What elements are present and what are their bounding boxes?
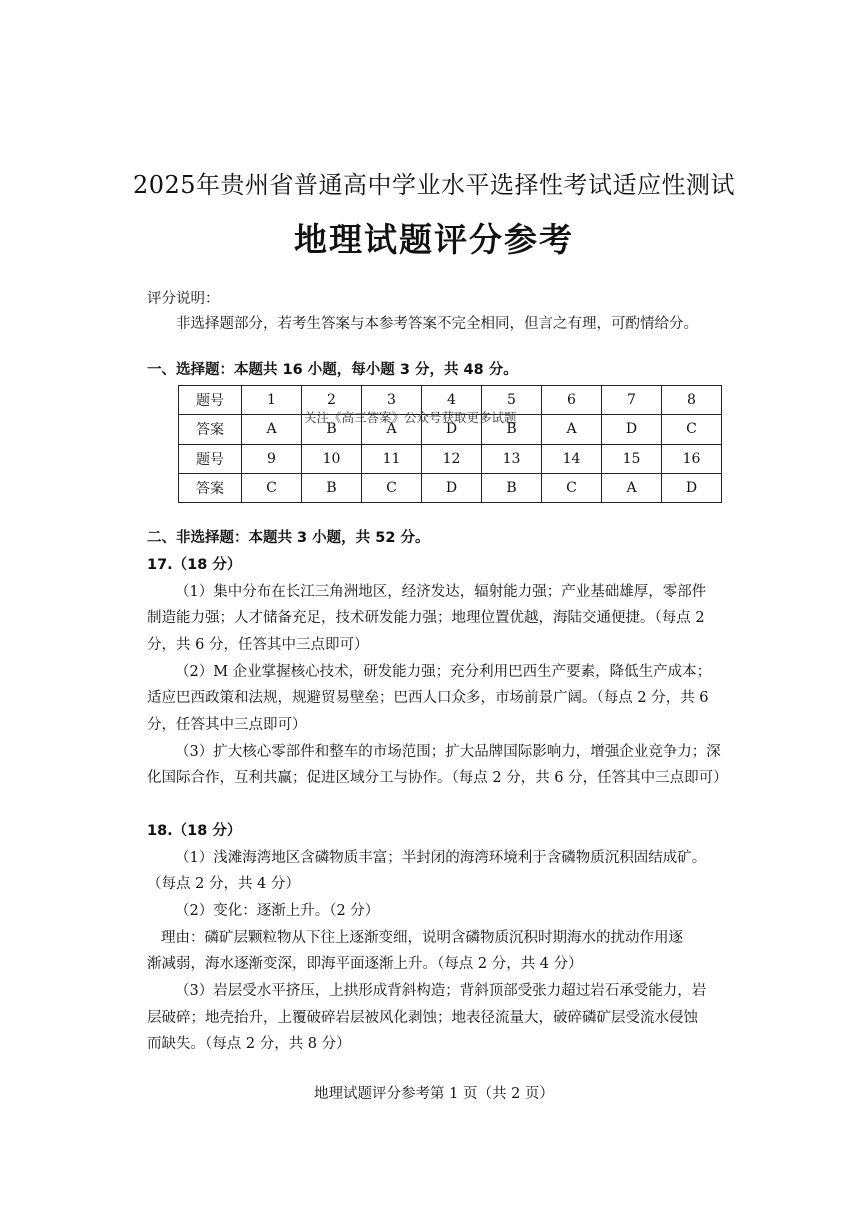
table-cell: C (542, 473, 602, 502)
answer-table (178, 385, 722, 503)
table-cell: 15 (602, 444, 662, 473)
q17-line: 化国际合作，互利共赢；促进区域分工与协作。（每点 2 分，共 6 分，任答其中三点即可） (147, 770, 728, 786)
q18-line: 而缺失。（每点 2 分，共 8 分） (147, 1036, 351, 1052)
table-cell: 4 (422, 386, 482, 415)
table-cell: B (482, 415, 542, 444)
row-label: 答案 (179, 415, 242, 444)
table-cell: 6 (542, 386, 602, 415)
q17-heading: 17.（18 分） (147, 557, 242, 573)
table-cell: A (542, 415, 602, 444)
table-cell: C (662, 415, 722, 444)
table-cell: 14 (542, 444, 602, 473)
q18-line: 理由：磷矿层颗粒物从下往上逐渐变细，说明含磷物质沉积时期海水的扰动作用逐 (161, 930, 683, 946)
q18-heading: 18.（18 分） (147, 823, 242, 839)
notes-label: 评分说明： (147, 291, 220, 307)
table-cell: A (602, 473, 662, 502)
table-cell: 16 (662, 444, 722, 473)
q17-line: （1）集中分布在长江三角洲地区，经济发达，辐射能力强；产业基础雄厚，零部件 (175, 584, 707, 600)
table-cell: D (422, 473, 482, 502)
q18-line: 层破碎；地壳抬升，上覆破碎岩层被风化剥蚀；地表径流量大，破碎磷矿层受流水侵蚀 (147, 1010, 698, 1026)
q17-line: 制造能力强；人才储备充足，技术研发能力强；地理位置优越，海陆交通便捷。（每点 2 (147, 610, 705, 626)
table-cell: 12 (422, 444, 482, 473)
table-cell: 5 (482, 386, 542, 415)
q18-line: （1）浅滩海湾地区含磷物质丰富；半封闭的海湾环境利于含磷物质沉积固结成矿。 (175, 850, 707, 866)
table-row (179, 473, 722, 502)
section1-heading: 一、选择题：本题共 16 小题，每小题 3 分，共 48 分。 (147, 362, 518, 378)
table-cell: 1 (242, 386, 302, 415)
table-cell: D (662, 473, 722, 502)
q17-line: 分，共 6 分，任答其中三点即可） (147, 637, 369, 653)
q17-line: （2）M 企业掌握核心技术，研发能力强；充分利用巴西生产要素，降低生产成本； (175, 664, 712, 680)
table-cell: 10 (302, 444, 362, 473)
table-cell: 7 (602, 386, 662, 415)
q18-line: （每点 2 分，共 4 分） (147, 876, 300, 892)
notes-text: 非选择题部分，若考生答案与本参考答案不完全相同，但言之有理，可酌情给分。 (176, 316, 698, 332)
exam-title: 2025年贵州省普通高中学业水平选择性考试适应性测试 (132, 171, 736, 199)
table-cell: A (362, 415, 422, 444)
table-cell: C (242, 473, 302, 502)
table-row (179, 444, 722, 473)
q17-line: 适应巴西政策和法规，规避贸易壁垒；巴西人口众多，市场前景广阔。（每点 2 分，共 6 (147, 690, 709, 706)
table-cell: D (602, 415, 662, 444)
table-cell: D (422, 415, 482, 444)
table-cell: 11 (362, 444, 422, 473)
table-cell: A (242, 415, 302, 444)
q17-line: （3）扩大核心零部件和整车的市场范围；扩大品牌国际影响力，增强企业竞争力；深 (175, 744, 721, 760)
row-label: 题号 (179, 386, 242, 415)
table-cell: 13 (482, 444, 542, 473)
table-cell: 2 (302, 386, 362, 415)
table-cell: 9 (242, 444, 302, 473)
q17-line: 分，任答其中三点即可） (147, 717, 307, 733)
table-cell: B (482, 473, 542, 502)
section2-heading: 二、非选择题：本题共 3 小题，共 52 分。 (147, 530, 430, 546)
table-cell: 8 (662, 386, 722, 415)
document-title: 地理试题评分参考 (294, 220, 574, 259)
q18-line: （3）岩层受水平挤压，上拱形成背斜构造；背斜顶部受张力超过岩石承受能力，岩 (175, 983, 707, 999)
q18-line: （2）变化：逐渐上升。（2 分） (175, 903, 380, 919)
page-footer: 地理试题评分参考第 1 页（共 2 页） (314, 1086, 554, 1102)
watermark-text: 关注《高三答案》公众号获取更多试题 (304, 410, 517, 425)
table-cell: 3 (362, 386, 422, 415)
table-cell: B (302, 415, 362, 444)
table-cell: B (302, 473, 362, 502)
row-label: 答案 (179, 473, 242, 502)
table-cell: C (362, 473, 422, 502)
q18-line: 渐减弱，海水逐渐变深，即海平面逐渐上升。（每点 2 分，共 4 分） (147, 956, 583, 972)
row-label: 题号 (179, 444, 242, 473)
